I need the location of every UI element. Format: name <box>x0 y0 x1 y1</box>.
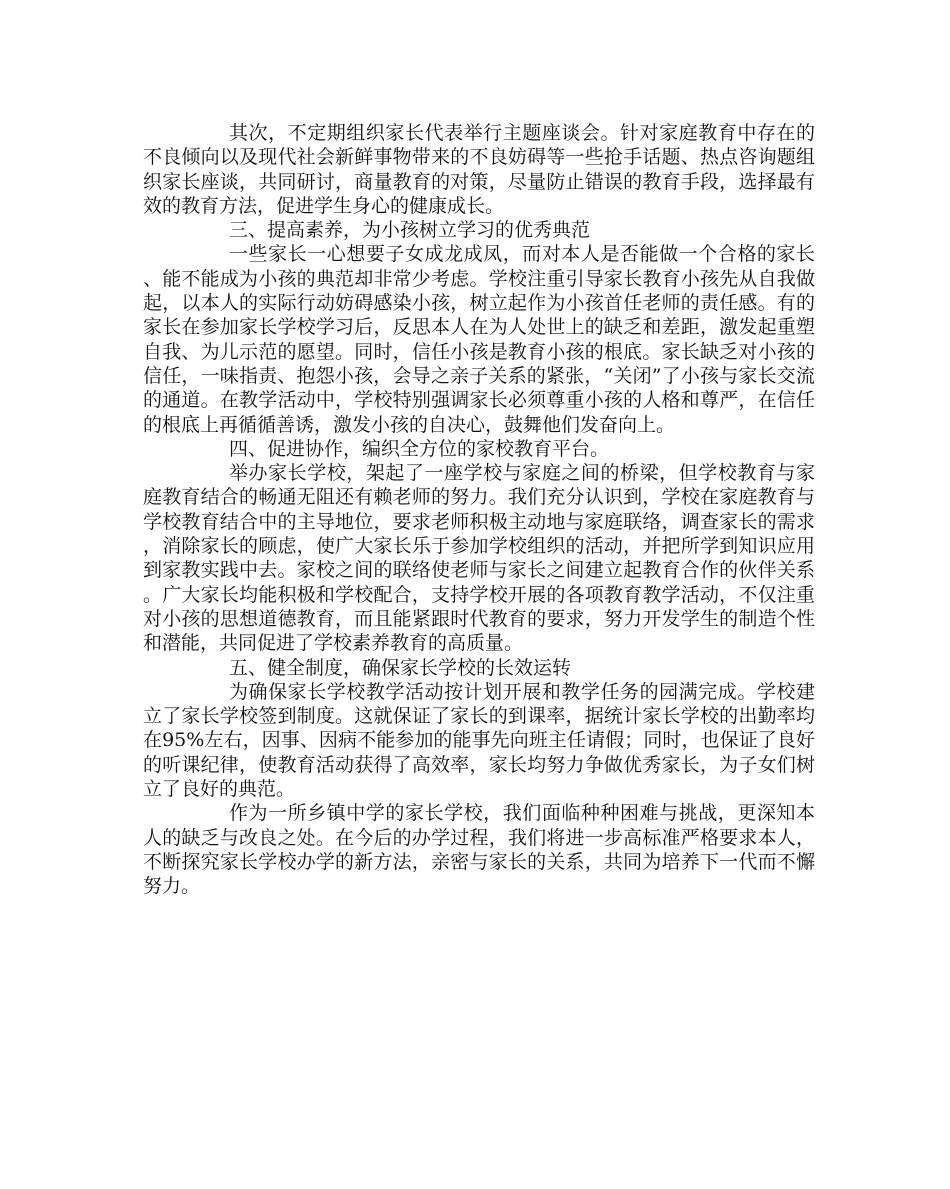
section-heading-3: 三、提高素养，为小孩树立学习的优秀典范 <box>229 219 591 242</box>
paragraph-system: 为确保家长学校教学活动按计划开展和教学任务的园满完成。学校建立了家长学校签到制度。这就保证了家长的到课率，据统计家长学校的出勤率均在95%左右，因事、因病不能参加的能事先向班主任请假；同时，也保证了良好的听课纪律，使教育活动获得了高效率，家长均努力争做优秀家长，为子女们树立了良好的典范。 <box>143 680 815 801</box>
paragraph-conclusion: 作为一所乡镇中学的家长学校，我们面临种种困难与挑战，更深知本人的缺乏与改良之处。在今后的办学过程，我们将进一步高标准严格要求本人，不断探究家长学校办学的新方法，亲密与家长的关系，共同为培养下一代而不懈努力。 <box>143 802 815 898</box>
section-heading-4: 四、促进协作，编织全方位的家校教育平台。 <box>229 437 610 460</box>
document-body <box>143 121 815 899</box>
paragraph-forum: 其次，不定期组织家长代表举行主题座谈会。针对家庭教育中存在的不良倾向以及现代社会新鲜事物带来的不良妨碍等一些抢手话题、热点咨询题组织家长座谈，共同研讨，商量教育的对策，尽量防止错误的教育手段，选择最有效的教育方法，促进学生身心的健康成长。 <box>143 122 815 217</box>
paragraph-role-model: 一些家长一心想要子女成龙成凤，而对本人是否能做一个合格的家长、能不能成为小孩的典范却非常少考虑。学校注重引导家长教育小孩先从自我做起，以本人的实际行动妨碍感染小孩，树立起作为小孩首任老师的责任感。有的家长在参加家长学校学习后，反思本人在为人处世上的缺乏和差距，激发起重塑自我、为儿示范的愿望。同时，信任小孩是教育小孩的根底。家长缺乏对小孩的信任，一味指责、抱怨小孩，会导之亲子关系的紧张，“关闭”了小孩与家长交流的通道。在教学活动中，学校特别强调家长必须尊重小孩的人格和尊严，在信任的根底上再循循善诱，激发小孩的自决心，鼓舞他们发奋向上。 <box>143 243 815 436</box>
section-heading-5: 五、健全制度，确保家长学校的长效运转 <box>229 656 572 679</box>
paragraph-cooperation: 举办家长学校，架起了一座学校与家庭之间的桥梁，但学校教育与家庭教育结合的畅通无阻还有赖老师的努力。我们充分认识到，学校在家庭教育与学校教育结合中的主导地位，要求老师积极主动地与家庭联络，调查家长的需求，消除家长的顾虑，使广大家长乐于参加学校组织的活动，并把所学到知识应用到家教实践中去。家校之间的联络使老师与家长之间建立起教育合作的伙伴关系。广大家长均能积极和学校配合，支持学校开展的各项教育教学活动，不仅注重对小孩的思想道德教育，而且能紧跟时代教育的要求，努力开发学生的制造个性和潜能，共同促进了学校素养教育的高质量。 <box>143 462 815 655</box>
